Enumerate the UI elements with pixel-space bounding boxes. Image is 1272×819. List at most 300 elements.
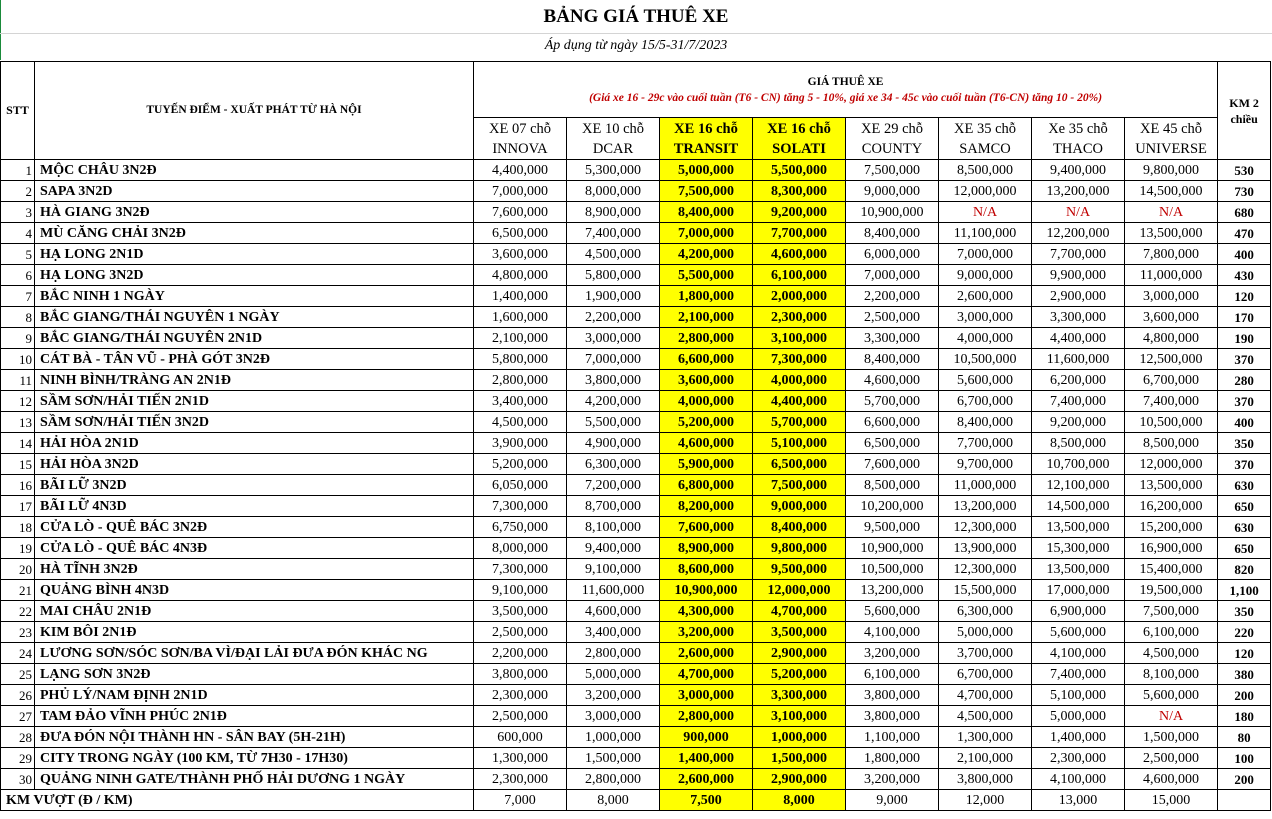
vehicle-size: XE 29 chỗ [860, 121, 923, 137]
price-cell: 5,200,000 [660, 412, 753, 433]
price-cell: N/A [1125, 202, 1218, 223]
price-table [0, 61, 1271, 811]
price-cell: 11,000,000 [1125, 265, 1218, 286]
price-cell: 11,600,000 [567, 580, 660, 601]
price-cell: 1,300,000 [939, 727, 1032, 748]
price-cell: 19,500,000 [1125, 580, 1218, 601]
table-row [1, 307, 1271, 328]
price-cell: 7,000,000 [474, 181, 567, 202]
price-cell: 8,400,000 [846, 349, 939, 370]
row-stt: 5 [1, 244, 35, 265]
price-cell: 6,100,000 [846, 664, 939, 685]
price-cell: 2,800,000 [567, 769, 660, 790]
row-km: 650 [1218, 538, 1271, 559]
table-row [1, 517, 1271, 538]
price-cell: 4,600,000 [753, 244, 846, 265]
table-row [1, 622, 1271, 643]
price-cell: 6,200,000 [1032, 370, 1125, 391]
row-route: CỬA LÒ - QUÊ BÁC 3N2Đ [35, 517, 474, 538]
price-cell: 6,500,000 [846, 433, 939, 454]
row-km: 400 [1218, 412, 1271, 433]
row-km: 120 [1218, 643, 1271, 664]
price-cell: 2,900,000 [1032, 286, 1125, 307]
price-cell: 12,000,000 [753, 580, 846, 601]
row-km: 190 [1218, 328, 1271, 349]
row-km: 350 [1218, 601, 1271, 622]
row-route: SAPA 3N2D [35, 181, 474, 202]
table-row [1, 328, 1271, 349]
footer-price-cell: 9,000 [846, 790, 939, 811]
price-cell: 5,800,000 [567, 265, 660, 286]
price-cell: 7,000,000 [567, 349, 660, 370]
price-cell: 3,500,000 [474, 601, 567, 622]
header-vehicle [660, 118, 753, 160]
header-vehicle [1125, 118, 1218, 160]
price-cell: 10,200,000 [846, 496, 939, 517]
row-km: 820 [1218, 559, 1271, 580]
row-km: 220 [1218, 622, 1271, 643]
price-cell: N/A [939, 202, 1032, 223]
price-cell: 4,000,000 [753, 370, 846, 391]
price-cell: 5,300,000 [567, 160, 660, 181]
price-cell: 2,500,000 [474, 622, 567, 643]
row-route: HẠ LONG 3N2D [35, 265, 474, 286]
table-row [1, 601, 1271, 622]
price-cell: 6,750,000 [474, 517, 567, 538]
vehicle-size: XE 07 chỗ [488, 121, 551, 137]
row-route: HÀ GIANG 3N2Đ [35, 202, 474, 223]
price-cell: 12,000,000 [939, 181, 1032, 202]
row-route: NINH BÌNH/TRÀNG AN 2N1Đ [35, 370, 474, 391]
row-km: 370 [1218, 391, 1271, 412]
price-cell: 3,000,000 [1125, 286, 1218, 307]
price-cell: 9,100,000 [474, 580, 567, 601]
row-km: 200 [1218, 685, 1271, 706]
table-row [1, 769, 1271, 790]
header-vehicle [474, 118, 567, 160]
header-price-note: (Giá xe 16 - 29c vào cuối tuần (T6 - CN) tăng 5 - 10%, giá xe 34 - 45c vào cuối tuần (T6-CN) tăng 10 - 20%) [589, 91, 1103, 104]
header-km-line2: chiều [1230, 111, 1258, 126]
row-route: HẠ LONG 2N1D [35, 244, 474, 265]
price-cell: 3,100,000 [753, 706, 846, 727]
table-row [1, 538, 1271, 559]
row-route: TAM ĐẢO VĨNH PHÚC 2N1Đ [35, 706, 474, 727]
row-km: 470 [1218, 223, 1271, 244]
row-route: BÃI LỮ 3N2D [35, 475, 474, 496]
table-row [1, 685, 1271, 706]
row-stt: 29 [1, 748, 35, 769]
price-cell: 1,500,000 [1125, 727, 1218, 748]
row-route: LẠNG SƠN 3N2Đ [35, 664, 474, 685]
price-cell: 3,600,000 [1125, 307, 1218, 328]
row-stt: 26 [1, 685, 35, 706]
price-cell: 8,600,000 [660, 559, 753, 580]
footer-price-cell: 8,000 [753, 790, 846, 811]
row-km: 1,100 [1218, 580, 1271, 601]
price-cell: 4,200,000 [660, 244, 753, 265]
row-km: 280 [1218, 370, 1271, 391]
price-cell: 9,100,000 [567, 559, 660, 580]
price-cell: 3,400,000 [474, 391, 567, 412]
price-cell: 9,200,000 [753, 202, 846, 223]
row-stt: 13 [1, 412, 35, 433]
row-km: 370 [1218, 454, 1271, 475]
price-cell: 5,500,000 [753, 160, 846, 181]
row-stt: 28 [1, 727, 35, 748]
row-stt: 18 [1, 517, 35, 538]
price-cell: 3,600,000 [474, 244, 567, 265]
price-cell: 4,200,000 [567, 391, 660, 412]
row-stt: 27 [1, 706, 35, 727]
price-cell: 1,400,000 [660, 748, 753, 769]
price-cell: 12,100,000 [1032, 475, 1125, 496]
row-stt: 14 [1, 433, 35, 454]
price-cell: 5,000,000 [567, 664, 660, 685]
price-cell: 1,100,000 [846, 727, 939, 748]
price-cell: 3,800,000 [846, 685, 939, 706]
row-route: QUẢNG BÌNH 4N3D [35, 580, 474, 601]
price-cell: N/A [1032, 202, 1125, 223]
page-title: BẢNG GIÁ THUÊ XE [0, 0, 1272, 34]
price-cell: 10,500,000 [939, 349, 1032, 370]
price-cell: 2,100,000 [939, 748, 1032, 769]
price-cell: 2,000,000 [753, 286, 846, 307]
price-cell: 4,500,000 [1125, 643, 1218, 664]
price-cell: 7,500,000 [753, 475, 846, 496]
price-cell: 7,400,000 [567, 223, 660, 244]
price-cell: 8,500,000 [846, 475, 939, 496]
price-cell: 3,200,000 [846, 769, 939, 790]
price-cell: 9,000,000 [753, 496, 846, 517]
price-cell: 600,000 [474, 727, 567, 748]
price-cell: 7,400,000 [1032, 391, 1125, 412]
row-route: MỘC CHÂU 3N2Đ [35, 160, 474, 181]
price-cell: 2,300,000 [1032, 748, 1125, 769]
price-cell: 7,000,000 [660, 223, 753, 244]
price-cell: 5,800,000 [474, 349, 567, 370]
price-cell: 7,300,000 [474, 559, 567, 580]
table-row [1, 160, 1271, 181]
price-cell: 4,600,000 [567, 601, 660, 622]
price-cell: 4,800,000 [474, 265, 567, 286]
price-cell: 8,100,000 [567, 517, 660, 538]
table-row [1, 244, 1271, 265]
price-cell: 17,000,000 [1032, 580, 1125, 601]
price-cell: 10,500,000 [1125, 412, 1218, 433]
price-cell: 10,900,000 [846, 202, 939, 223]
price-cell: 2,500,000 [846, 307, 939, 328]
vehicle-model: THACO [1053, 141, 1103, 157]
price-cell: 12,500,000 [1125, 349, 1218, 370]
row-route: MÙ CĂNG CHẢI 3N2Đ [35, 223, 474, 244]
price-cell: 6,700,000 [939, 391, 1032, 412]
table-row [1, 454, 1271, 475]
price-cell: 2,600,000 [660, 769, 753, 790]
table-row [1, 706, 1271, 727]
price-cell: 5,000,000 [660, 160, 753, 181]
footer-label: KM VƯỢT (Đ / KM) [1, 790, 474, 811]
price-cell: 8,400,000 [660, 202, 753, 223]
vehicle-model: INNOVA [492, 141, 548, 157]
price-cell: 6,300,000 [567, 454, 660, 475]
price-cell: 2,800,000 [567, 643, 660, 664]
price-cell: 2,900,000 [753, 643, 846, 664]
row-km: 400 [1218, 244, 1271, 265]
row-stt: 3 [1, 202, 35, 223]
vehicle-size: XE 45 chỗ [1140, 121, 1203, 137]
table-row [1, 727, 1271, 748]
vehicle-model: UNIVERSE [1135, 141, 1207, 157]
row-km: 180 [1218, 706, 1271, 727]
price-cell: 11,000,000 [939, 475, 1032, 496]
price-cell: 6,000,000 [846, 244, 939, 265]
row-stt: 12 [1, 391, 35, 412]
row-km: 170 [1218, 307, 1271, 328]
price-cell: 7,500,000 [846, 160, 939, 181]
price-cell: 3,200,000 [846, 643, 939, 664]
price-cell: 6,600,000 [660, 349, 753, 370]
price-cell: 7,000,000 [939, 244, 1032, 265]
price-cell: 3,300,000 [753, 685, 846, 706]
price-cell: 4,100,000 [1032, 643, 1125, 664]
price-cell: 2,200,000 [846, 286, 939, 307]
price-cell: 4,000,000 [660, 391, 753, 412]
price-cell: 15,500,000 [939, 580, 1032, 601]
price-cell: 3,000,000 [567, 328, 660, 349]
row-route: HÀ TĨNH 3N2Đ [35, 559, 474, 580]
row-stt: 7 [1, 286, 35, 307]
row-stt: 15 [1, 454, 35, 475]
price-cell: 4,500,000 [474, 412, 567, 433]
price-cell: 4,700,000 [939, 685, 1032, 706]
price-cell: 9,200,000 [1032, 412, 1125, 433]
price-cell: 6,500,000 [753, 454, 846, 475]
price-cell: 9,900,000 [1032, 265, 1125, 286]
row-route: BẮC NINH 1 NGÀY [35, 286, 474, 307]
table-row [1, 412, 1271, 433]
price-cell: 1,300,000 [474, 748, 567, 769]
price-cell: 8,000,000 [474, 538, 567, 559]
price-cell: 1,800,000 [846, 748, 939, 769]
price-cell: 3,200,000 [660, 622, 753, 643]
price-cell: 9,400,000 [567, 538, 660, 559]
price-cell: 6,500,000 [474, 223, 567, 244]
vehicle-model: SAMCO [959, 141, 1011, 157]
price-cell: 7,300,000 [474, 496, 567, 517]
price-cell: 4,600,000 [846, 370, 939, 391]
row-stt: 4 [1, 223, 35, 244]
price-cell: 9,000,000 [939, 265, 1032, 286]
price-cell: 5,000,000 [1032, 706, 1125, 727]
row-stt: 2 [1, 181, 35, 202]
price-cell: 3,100,000 [753, 328, 846, 349]
header-route: TUYẾN ĐIỂM - XUẤT PHÁT TỪ HÀ NỘI [35, 62, 474, 160]
price-cell: 4,600,000 [660, 433, 753, 454]
price-cell: 9,800,000 [753, 538, 846, 559]
price-cell: 8,400,000 [846, 223, 939, 244]
row-stt: 22 [1, 601, 35, 622]
price-cell: 13,200,000 [939, 496, 1032, 517]
row-stt: 16 [1, 475, 35, 496]
table-row [1, 433, 1271, 454]
row-km: 80 [1218, 727, 1271, 748]
row-route: QUẢNG NINH GATE/THÀNH PHỐ HẢI DƯƠNG 1 NGÀY [35, 769, 474, 790]
row-km: 530 [1218, 160, 1271, 181]
price-cell: N/A [1125, 706, 1218, 727]
footer-price-cell: 8,000 [567, 790, 660, 811]
price-cell: 5,900,000 [660, 454, 753, 475]
price-cell: 3,800,000 [474, 664, 567, 685]
price-cell: 5,200,000 [753, 664, 846, 685]
table-row [1, 391, 1271, 412]
price-cell: 4,100,000 [1032, 769, 1125, 790]
price-cell: 3,500,000 [753, 622, 846, 643]
price-cell: 10,900,000 [846, 538, 939, 559]
price-cell: 3,000,000 [567, 706, 660, 727]
price-cell: 5,600,000 [1125, 685, 1218, 706]
price-cell: 12,300,000 [939, 559, 1032, 580]
price-cell: 10,500,000 [846, 559, 939, 580]
price-cell: 5,500,000 [567, 412, 660, 433]
price-cell: 5,700,000 [753, 412, 846, 433]
row-route: BẮC GIANG/THÁI NGUYÊN 1 NGÀY [35, 307, 474, 328]
table-row [1, 370, 1271, 391]
price-cell: 5,600,000 [939, 370, 1032, 391]
price-cell: 4,000,000 [939, 328, 1032, 349]
row-km: 630 [1218, 517, 1271, 538]
row-km: 650 [1218, 496, 1271, 517]
row-km: 430 [1218, 265, 1271, 286]
row-stt: 24 [1, 643, 35, 664]
price-cell: 13,500,000 [1032, 517, 1125, 538]
price-cell: 6,700,000 [1125, 370, 1218, 391]
vehicle-size: Xe 35 chỗ [1048, 121, 1108, 137]
price-cell: 8,700,000 [567, 496, 660, 517]
price-cell: 3,700,000 [939, 643, 1032, 664]
price-cell: 5,100,000 [1032, 685, 1125, 706]
price-cell: 1,500,000 [753, 748, 846, 769]
price-cell: 7,400,000 [1032, 664, 1125, 685]
price-cell: 4,400,000 [1032, 328, 1125, 349]
price-cell: 13,200,000 [846, 580, 939, 601]
price-cell: 3,800,000 [567, 370, 660, 391]
price-cell: 2,300,000 [474, 685, 567, 706]
header-km [1218, 62, 1271, 160]
vehicle-size: XE 16 chỗ [674, 121, 738, 137]
price-cell: 9,400,000 [1032, 160, 1125, 181]
price-cell: 2,300,000 [474, 769, 567, 790]
price-cell: 13,500,000 [1125, 223, 1218, 244]
table-row [1, 265, 1271, 286]
price-cell: 14,500,000 [1125, 181, 1218, 202]
price-cell: 3,000,000 [939, 307, 1032, 328]
price-cell: 4,900,000 [567, 433, 660, 454]
price-cell: 11,100,000 [939, 223, 1032, 244]
price-cell: 5,500,000 [660, 265, 753, 286]
price-cell: 13,200,000 [1032, 181, 1125, 202]
vehicle-size: XE 10 chỗ [581, 121, 644, 137]
page-subtitle: Áp dụng từ ngày 15/5-31/7/2023 [544, 38, 728, 53]
price-cell: 8,100,000 [1125, 664, 1218, 685]
row-stt: 8 [1, 307, 35, 328]
price-cell: 4,800,000 [1125, 328, 1218, 349]
row-stt: 20 [1, 559, 35, 580]
row-stt: 17 [1, 496, 35, 517]
price-cell: 5,600,000 [846, 601, 939, 622]
price-cell: 8,500,000 [1032, 433, 1125, 454]
row-km: 730 [1218, 181, 1271, 202]
price-cell: 5,200,000 [474, 454, 567, 475]
price-cell: 1,400,000 [1032, 727, 1125, 748]
table-row [1, 496, 1271, 517]
vehicle-model: DCAR [592, 141, 634, 157]
price-cell: 4,400,000 [474, 160, 567, 181]
price-cell: 1,900,000 [567, 286, 660, 307]
price-cell: 9,500,000 [753, 559, 846, 580]
price-cell: 2,900,000 [753, 769, 846, 790]
row-stt: 11 [1, 370, 35, 391]
price-cell: 1,400,000 [474, 286, 567, 307]
price-cell: 2,100,000 [474, 328, 567, 349]
price-cell: 1,000,000 [567, 727, 660, 748]
table-row [1, 223, 1271, 244]
price-cell: 8,200,000 [660, 496, 753, 517]
table-row [1, 748, 1271, 769]
row-stt: 9 [1, 328, 35, 349]
row-route: LƯƠNG SƠN/SÓC SƠN/BA VÌ/ĐẠI LẢI ĐƯA ĐÓN KHÁC NG [35, 643, 474, 664]
price-cell: 2,200,000 [474, 643, 567, 664]
price-cell: 4,400,000 [753, 391, 846, 412]
row-km: 370 [1218, 349, 1271, 370]
row-km: 350 [1218, 433, 1271, 454]
price-cell: 1,600,000 [474, 307, 567, 328]
vehicle-size: XE 35 chỗ [953, 121, 1016, 137]
price-cell: 8,900,000 [567, 202, 660, 223]
price-cell: 2,500,000 [474, 706, 567, 727]
price-cell: 2,800,000 [660, 706, 753, 727]
row-route: CITY TRONG NGÀY (100 KM, TỪ 7H30 - 17H30) [35, 748, 474, 769]
row-stt: 6 [1, 265, 35, 286]
price-cell: 2,600,000 [660, 643, 753, 664]
price-cell: 4,500,000 [939, 706, 1032, 727]
price-cell: 6,800,000 [660, 475, 753, 496]
row-route: HẢI HÒA 2N1D [35, 433, 474, 454]
price-cell: 7,400,000 [1125, 391, 1218, 412]
price-cell: 8,300,000 [753, 181, 846, 202]
price-cell: 10,700,000 [1032, 454, 1125, 475]
price-cell: 10,900,000 [660, 580, 753, 601]
price-cell: 14,500,000 [1032, 496, 1125, 517]
price-cell: 3,900,000 [474, 433, 567, 454]
price-cell: 8,400,000 [753, 517, 846, 538]
price-cell: 7,000,000 [846, 265, 939, 286]
price-cell: 6,300,000 [939, 601, 1032, 622]
price-cell: 7,200,000 [567, 475, 660, 496]
price-cell: 9,800,000 [1125, 160, 1218, 181]
table-row [1, 664, 1271, 685]
price-cell: 7,600,000 [846, 454, 939, 475]
price-cell: 2,200,000 [567, 307, 660, 328]
row-route: ĐƯA ĐÓN NỘI THÀNH HN - SÂN BAY (5H-21H) [35, 727, 474, 748]
table-row [1, 580, 1271, 601]
table-row [1, 475, 1271, 496]
table-row [1, 643, 1271, 664]
table-row [1, 181, 1271, 202]
row-km: 100 [1218, 748, 1271, 769]
price-cell: 13,500,000 [1125, 475, 1218, 496]
price-cell: 9,700,000 [939, 454, 1032, 475]
footer-km [1218, 790, 1271, 811]
